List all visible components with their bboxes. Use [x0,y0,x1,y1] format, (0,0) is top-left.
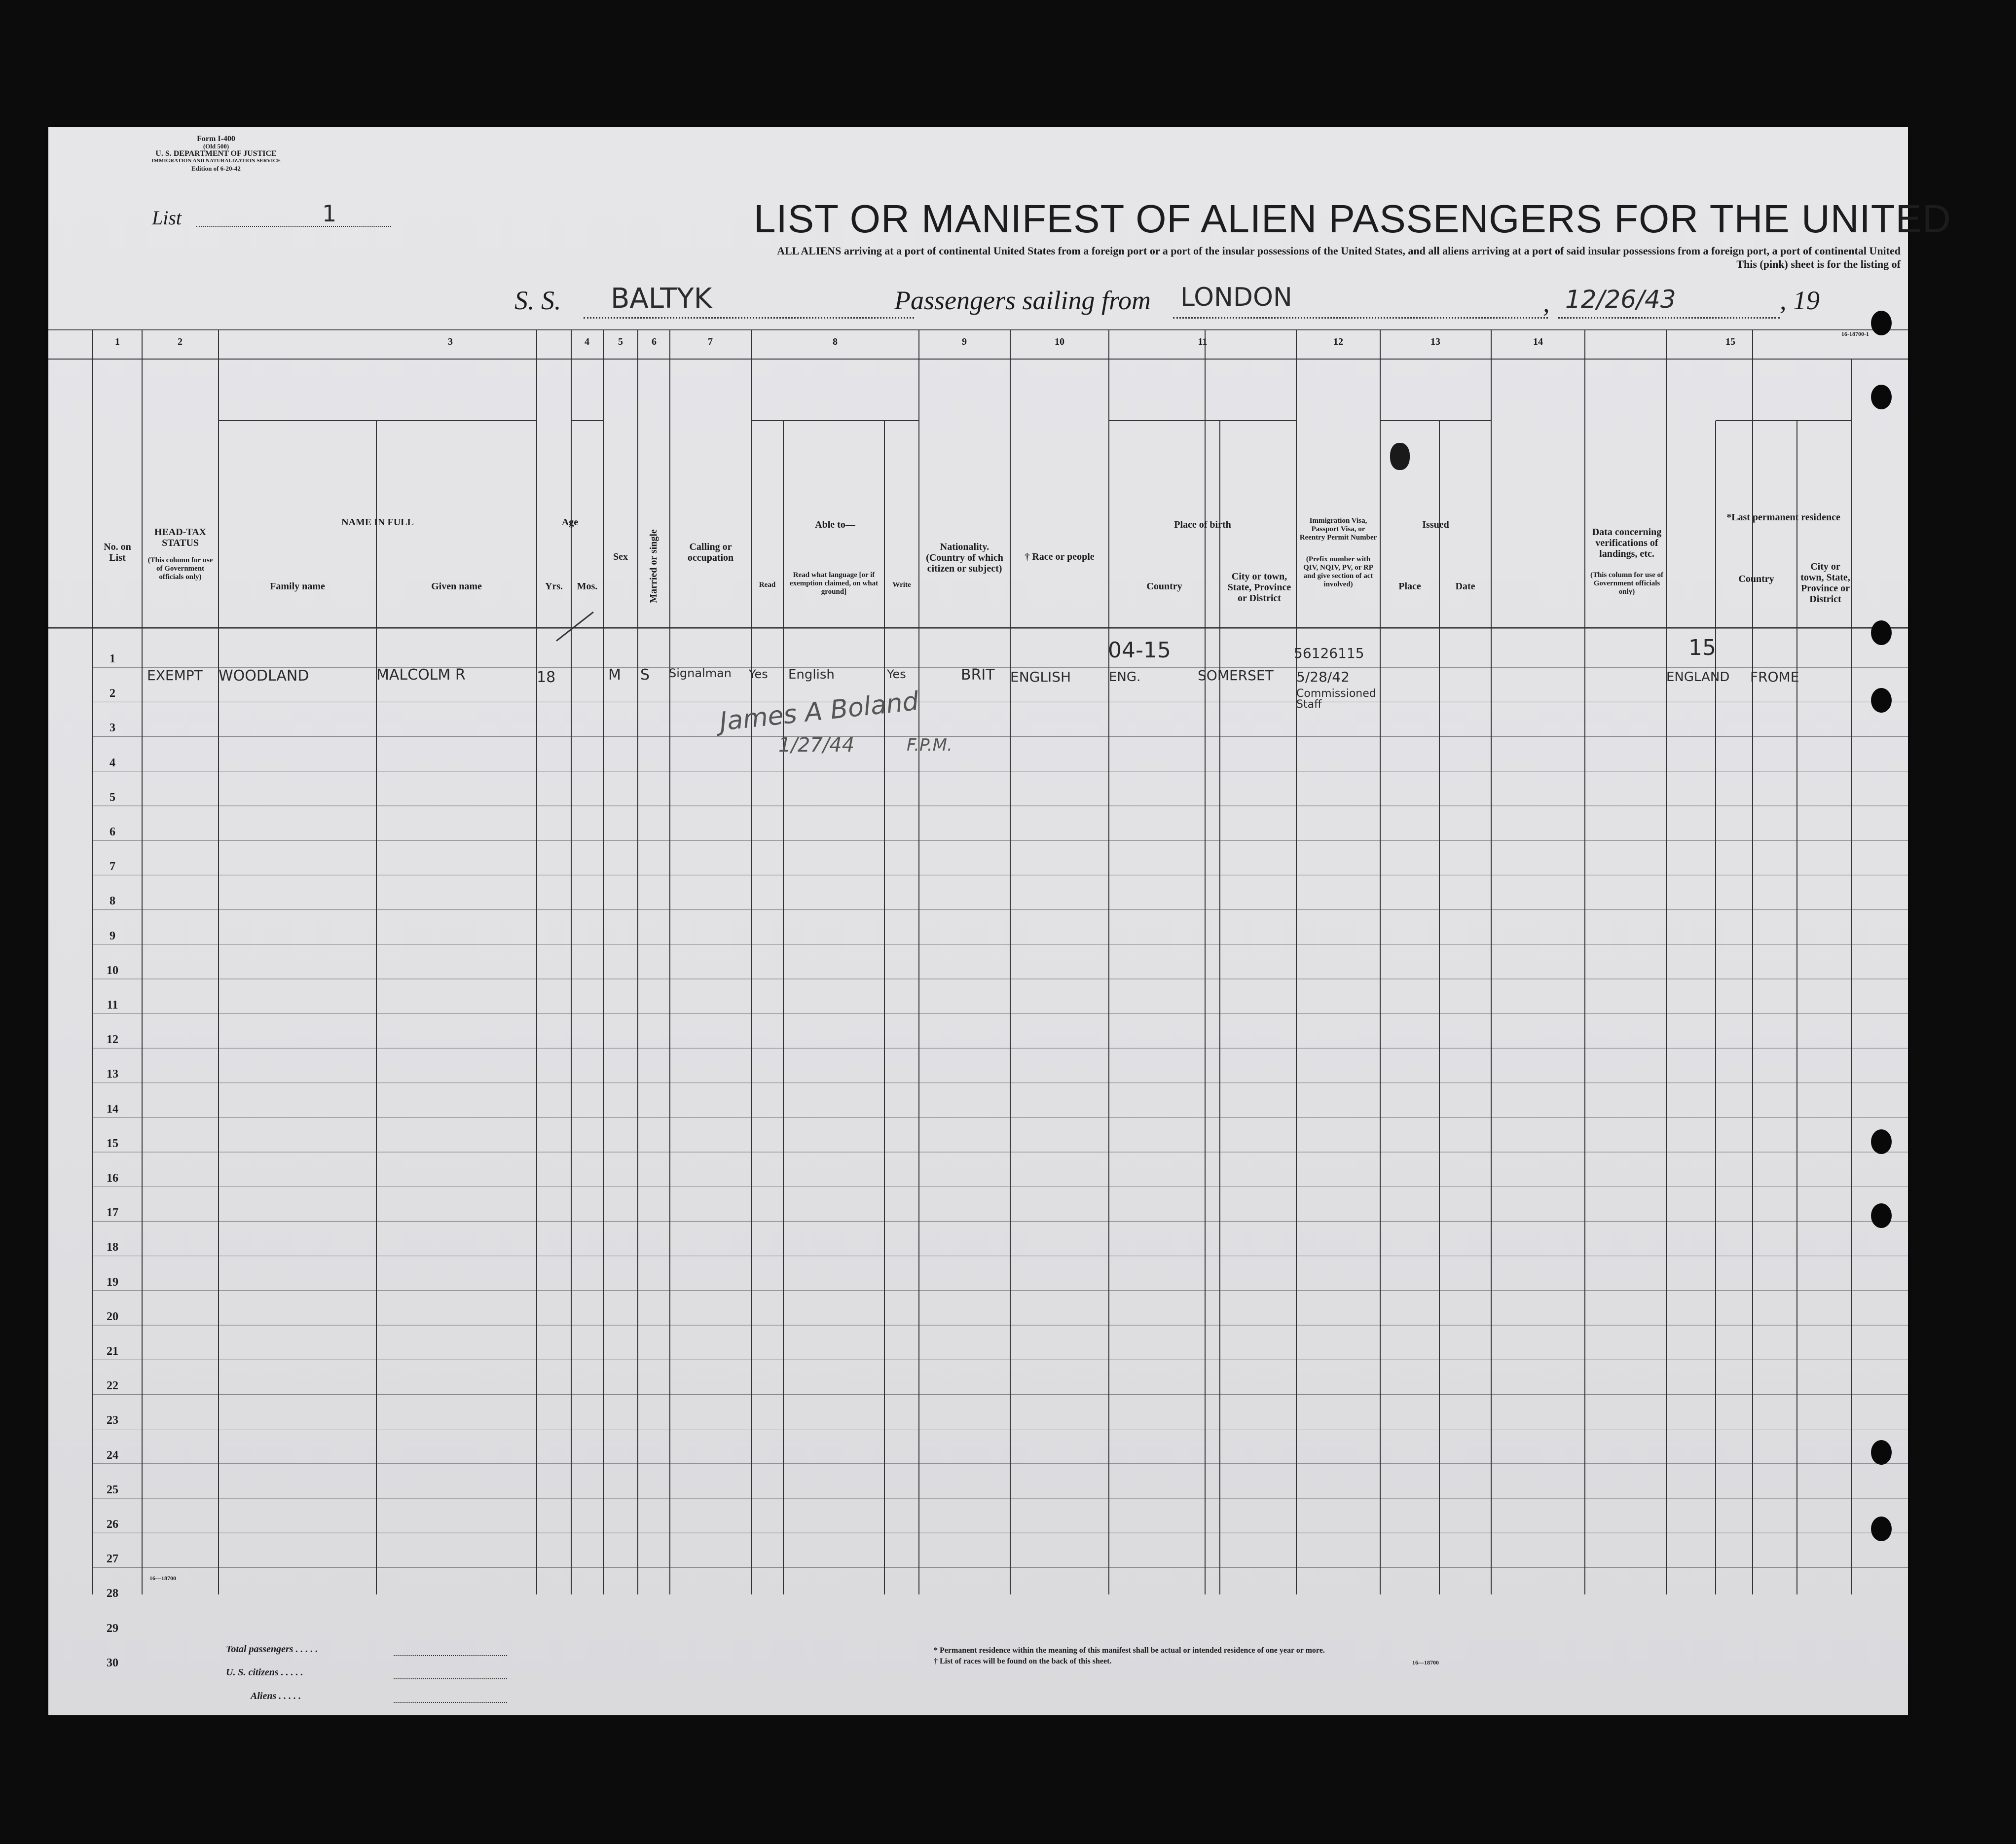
form-identification [142,135,290,172]
service-name: IMMIGRATION AND NATURALIZATION SERVICE [151,158,281,164]
column-number: 5 [618,336,623,347]
nationality-entry: BRIT [961,666,995,684]
race-footnote: † List of races will be found on the back of this sheet. [934,1657,1112,1665]
birth-city-entry: SOMERSET [1198,667,1274,684]
column-number: 15 [1725,336,1735,347]
page-title: LIST OR MANIFEST OF ALIEN PASSENGERS FOR THE UNITED [754,197,1951,241]
row-number: 15 [107,1137,118,1150]
ss-label: S. S. [514,286,561,315]
binder-hole [1871,311,1892,335]
ship-name-line [584,317,914,319]
residence-footnote: * Permanent residence within the meaning of this manifest shall be actual or intended residence of one year or more. [934,1646,1325,1655]
header-place-of-birth: Place of birth [1174,519,1231,530]
row-number: 16 [107,1172,118,1185]
binder-hole [1871,1440,1892,1465]
row-number: 4 [110,756,115,769]
race-entry: ENGLISH [1010,669,1071,685]
us-citizens-label: U. S. citizens . . . . . [226,1667,303,1678]
form-edition: Edition of 6-20-42 [191,165,241,172]
header-verifications-note: (This column for use of Government officials only) [1590,571,1664,596]
sailing-date: 12/26/43 [1565,285,1676,314]
birth-country-entry: ENG. [1109,670,1141,685]
column-number: 7 [708,336,713,347]
head-tax-entry: EXEMPT [147,667,203,684]
row-number: 29 [107,1622,118,1635]
read-entry: Yes [749,667,768,681]
residence-city-entry: FROME [1750,669,1799,685]
language-entry: English [788,667,835,682]
header-birth-city: City or town, State, Province or District [1227,571,1291,604]
header-family-name: Family name [270,581,325,592]
row-number: 27 [107,1553,118,1566]
header-read: Read [759,581,776,589]
row-number: 7 [110,860,115,873]
binder-hole [1871,1203,1892,1228]
port-line [1173,317,1548,319]
column-number: 2 [178,336,183,347]
residence-code-entry: 15 [1688,635,1716,660]
row-number: 24 [107,1448,118,1462]
manifest-sheet: Form I-400 (Old 500) U. S. DEPARTMENT OF JUSTICE IMMIGRATION AND NATURALIZATION SERVICE Edition of 6-20-42 List 1 LIST OR MANIFEST OF ALIEN PASSENGERS FOR THE UNITED ALL ALIENS arriving at a port of continental United States from a foreign port or a port of the insular possessions of the United States, and all aliens arriving at a port of said insular possessions from a foreign port, a port of continental United This (pink) sheet is for the listing of S. S. BALTYK Passengers sailing from LONDON , 12/26/43 , 19 16-18700-1 1 2 3 4 5 6 7 8 9 10 11 12 13 14 15 No. on List HEAD-TAX STATUS (This column for use of Government officials only) NAME IN FULL Family name Given name Age Yrs. Mos. Sex Married or single Calling or occupation Able to— Read Read what language [or if exemption claimed, on what ground] Write Nationality. (Country of which citizen or subject) † Race or people Place of birth Country City or town, State, Province or District Immigration Visa, Passport Visa, or Reentry Permit Number (Prefix number with QIV, NQIV, PV, or RP and give section of act involved) Issued Place Date Data concerning verifications of landings, etc. (This column for use of Government officials only) *Last permanent residence Country City or town, State, Province or District 1 2 3 4 5 6 7 8 9 10 11 12 13 14 15 16 17 18 19 20 21 22 23 24 25 26 27 28 29 30 EXEMPT WOODLAND MALCOLM R 18 M S Signalman Yes English Yes BRIT ENGLISH 04-15 ENG. SOMERSET 56126115 5/28/42 Commissioned Staff 15 ENGLAND FROME James A Boland 1/27/44 F.P.M. 16—18700 Total passengers . . . . . U. S. citizens . . . . . Aliens . . . . . * Permanent residence within the meaning of this manifest shall be actual or intended residence of one year or more. † List of races will be found on the back of this sheet. 16—18700 [48,127,1908,1715]
header-head-tax-note: (This column for use of Government officials only) [147,556,213,581]
row-number: 6 [110,826,115,838]
bottom-stamp-left: 16—18700 [149,1575,176,1582]
row-number: 14 [107,1102,118,1116]
row-number: 21 [107,1345,118,1358]
sailing-label: Passengers sailing from [894,286,1151,315]
family-name-entry: WOODLAND [219,667,309,685]
header-married-single: Married or single [648,529,659,603]
binder-hole [1871,688,1892,713]
list-line [196,226,391,227]
row-number: 26 [107,1518,118,1531]
binder-hole [1871,1129,1892,1154]
column-number: 4 [585,336,589,347]
department-name: U. S. DEPARTMENT OF JUSTICE [155,149,277,158]
date-line [1558,317,1780,319]
occupation-entry: Signalman [669,666,732,680]
form-old-number: (Old 500) [203,143,229,150]
row-number: 28 [107,1587,118,1600]
row-number: 19 [107,1275,118,1289]
list-number: 1 [322,200,337,227]
column-number: 11 [1198,336,1208,347]
subtitle-line-1: ALL ALIENS arriving at a port of continental United States from a foreign port or a port of the insular possessions of the United States, and all aliens arriving at a port of said insular possessions from a foreign port, a port of continental United [777,245,1901,257]
column-number: 8 [833,336,838,347]
visa-number-entry: 56126115 [1294,645,1364,661]
port-name: LONDON [1180,283,1292,312]
row-number: 20 [107,1310,118,1323]
aliens-label: Aliens . . . . . [251,1691,301,1701]
age-years-entry: 18 [537,669,556,686]
row-number: 11 [107,999,118,1012]
sex-entry: M [608,666,621,684]
header-given-name: Given name [431,581,482,592]
signature-date: 1/27/44 [778,734,855,757]
header-issued-place: Place [1398,581,1421,592]
row-number: 5 [110,791,115,804]
given-name-entry: MALCOLM R [376,666,466,684]
form-number: Form I-400 [197,135,235,143]
binder-hole [1871,385,1892,409]
header-residence-city: City or town, State, Province or District [1800,561,1850,605]
row-number: 22 [107,1379,118,1393]
header-no-on-list: No. on List [104,542,131,563]
header-able-to: Able to— [815,519,855,530]
header-race: † Race or people [1025,551,1095,562]
header-calling: Calling or occupation [687,542,734,563]
header-visa-note: (Prefix number with QIV, NQIV, PV, or RP and give section of act involved) [1303,555,1373,588]
header-write: Write [892,581,911,589]
row-number: 10 [107,964,118,977]
marital-status-entry: S [640,666,650,684]
write-entry: Yes [887,667,906,681]
column-number: 10 [1055,336,1064,347]
column-number: 3 [448,336,453,347]
header-name-in-full: NAME IN FULL [341,517,414,528]
residence-country-entry: ENGLAND [1666,670,1730,685]
header-read-language: Read what language [or if exemption claimed, on what ground] [789,571,879,596]
header-issued: Issued [1422,519,1449,530]
row-number: 23 [107,1414,118,1427]
row-number: 1 [110,652,115,665]
row-number: 12 [107,1033,118,1047]
row-number: 17 [107,1206,118,1220]
birth-code-entry: 04-15 [1108,638,1171,663]
header-sex: Sex [613,551,628,562]
column-number: 12 [1333,336,1343,347]
binder-hole [1871,1517,1892,1541]
row-number: 9 [110,929,115,942]
row-number: 18 [107,1241,118,1254]
visa-note-entry: Commissioned Staff [1296,687,1376,711]
total-passengers-label: Total passengers . . . . . [226,1644,318,1655]
row-number: 25 [107,1483,118,1496]
row-number: 2 [110,687,115,700]
header-age: Age [561,517,579,528]
binder-hole [1871,620,1892,645]
ink-blot [1390,443,1410,470]
row-number: 13 [107,1068,118,1081]
ship-name: BALTYK [611,283,712,315]
header-visa: Immigration Visa, Passport Visa, or Reentry Permit Number [1299,517,1377,542]
corner-stamp: 16-18700-1 [1841,330,1869,337]
header-residence-country: Country [1738,574,1774,584]
column-number: 14 [1533,336,1543,347]
header-age-years: Yrs. [545,581,563,592]
row-number: 3 [110,722,115,735]
signature-note: F.P.M. [907,735,953,755]
list-label: List [152,207,182,229]
year-label: , 19 [1780,286,1820,315]
column-number: 9 [962,336,967,347]
official-signature: James A Boland [718,686,920,737]
header-birth-country: Country [1146,581,1182,592]
header-age-months: Mos. [577,581,598,592]
subtitle-line-2: This (pink) sheet is for the listing of [1736,258,1901,270]
visa-date-entry: 5/28/42 [1296,669,1350,685]
row-number: 8 [110,895,115,908]
header-nationality: Nationality. (Country of which citizen or subject) [926,542,1003,574]
bottom-stamp-right: 16—18700 [1412,1659,1439,1666]
header-issued-date: Date [1455,581,1475,592]
header-last-residence: *Last permanent residence [1726,512,1840,523]
column-number: 13 [1430,336,1440,347]
column-number: 1 [115,336,120,347]
header-head-tax: HEAD-TAX STATUS [154,527,207,548]
column-number: 6 [652,336,657,347]
header-verifications: Data concerning verifications of landings, etc. [1592,527,1662,559]
row-number: 30 [107,1656,118,1669]
